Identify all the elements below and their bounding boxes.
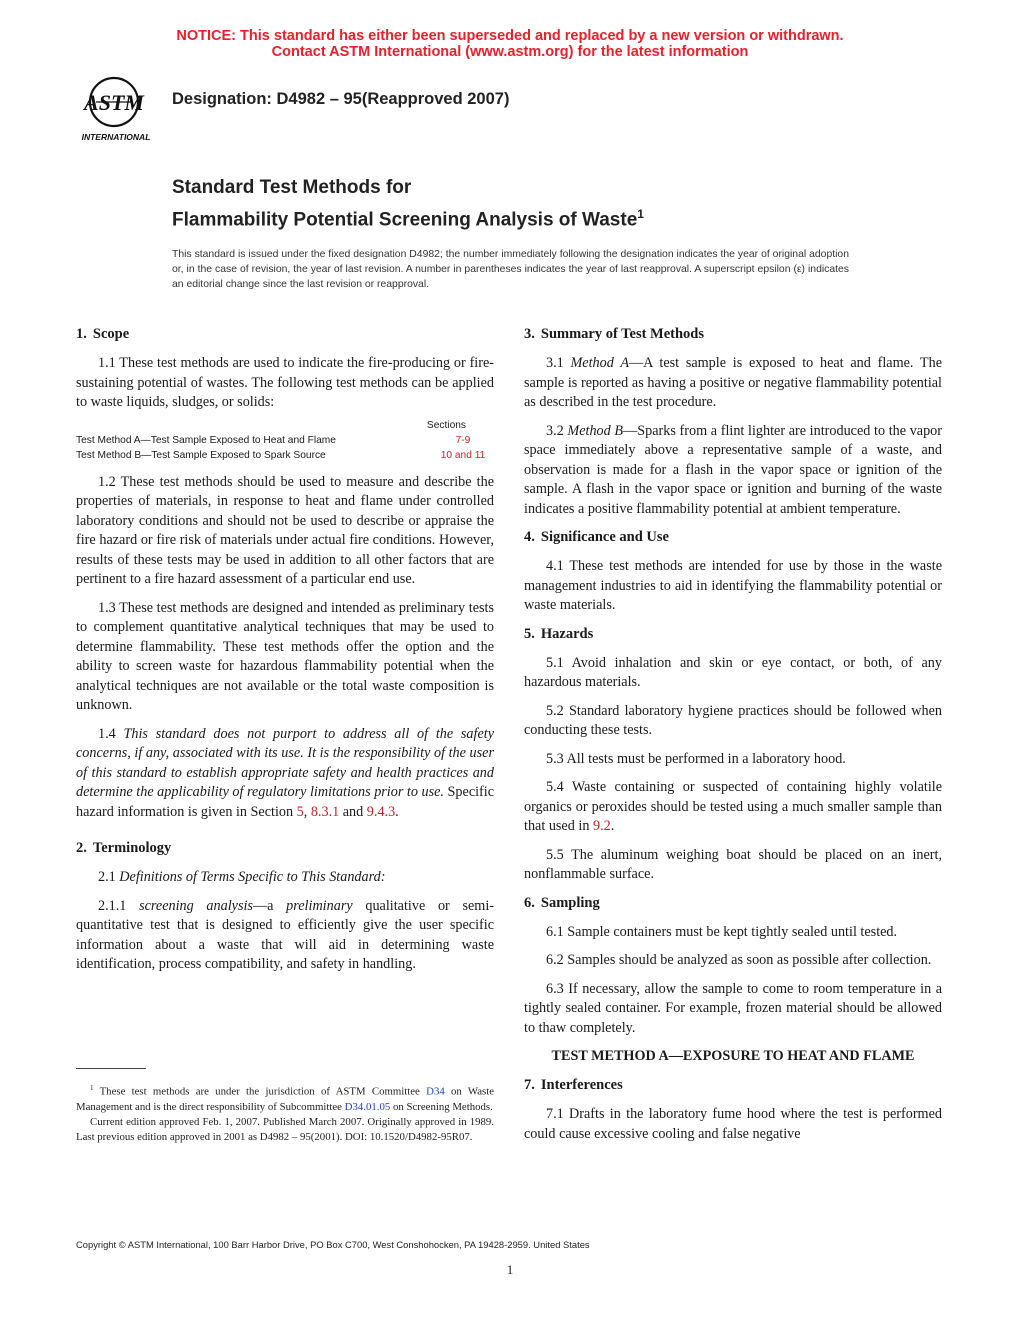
sections-table-row: Test Method B—Test Sample Exposed to Spark Source 10 and 11	[76, 448, 494, 463]
designation: Designation: D4982 – 95(Reapproved 2007)	[172, 90, 510, 108]
svg-text:INTERNATIONAL: INTERNATIONAL	[81, 132, 151, 142]
paragraph-3-2: 3.2 Method B—Sparks from a flint lighter are introduced to the vapor space immediately above a representative sample of a waste, and observation is made for a flash in the vapor space or ignition of the sample. A flash in the vapor space or ignition and burning of the waste indicates a positive flammability potential at ambient temperature.	[524, 422, 942, 517]
section-heading-significance: 4. Significance and Use	[524, 529, 669, 545]
section-heading-sampling: 6. Sampling	[524, 894, 600, 911]
svg-text:ASTM: ASTM	[84, 90, 144, 115]
preamble: This standard is issued under the fixed designation D4982; the number immediately following the designation indicates the year of original adoption or, in the case of revision, the year of last revision. A number in parentheses indicates the year of last reapproval. A superscript epsilon (ε) indicates an editorial change since the last revision or reapproval.	[172, 249, 849, 290]
sections-table-row: Test Method A—Test Sample Exposed to Heat and Flame 7-9	[76, 433, 494, 448]
sections-ref-link[interactable]: 7-9	[455, 434, 471, 446]
notice-line-2: Contact ASTM International (www.astm.org) for the latest information	[271, 44, 749, 60]
sections-table-header: Sections	[426, 419, 466, 431]
section-heading-scope: 1. Scope	[76, 326, 130, 342]
withdrawn-notice	[0, 28, 1020, 60]
right-column	[524, 325, 942, 1153]
footnote-text-2: Current edition approved Feb. 1, 2007. Published March 2007. Originally approved in 1989. Last previous edition approved in 2001 as D4982 – 95(2001). DOI: 10.1520/D4982-95R07.	[76, 1115, 494, 1143]
paragraph-1-1: 1.1 These test methods are used to indicate the fire-producing or fire-sustaining potential of wastes. The following test methods can be applied to waste liquids, sludges, or solids:	[76, 355, 494, 410]
left-column	[76, 325, 494, 984]
section-ref-link[interactable]: 5	[296, 803, 304, 820]
footnote-rule	[76, 1068, 146, 1069]
paragraph-6-1: 6.1 Sample containers must be kept tightly sealed until tested.	[546, 923, 898, 940]
section-heading-hazards: 5. Hazards	[524, 625, 594, 642]
section-heading-summary: 3. Summary of Test Methods	[524, 326, 705, 342]
document-title	[172, 175, 644, 233]
sections-table	[76, 418, 494, 463]
paragraph-5-2: 5.2 Standard laboratory hygiene practices should be followed when conducting these tests.	[524, 702, 942, 738]
sections-ref-link[interactable]: 10 and 11	[440, 449, 486, 461]
paragraph-5-5: 5.5 The aluminum weighing boat should be placed on an inert, nonflammable surface.	[524, 846, 942, 882]
section-heading-terminology: 2. Terminology	[76, 840, 172, 856]
paragraph-2-1-1: 2.1.1 screening analysis—a preliminary qualitative or semi-quantitative test that is designed to efficiently give the user specific information about a waste that will aid in determining waste identification, process compatibility, and safety in handling.	[76, 897, 495, 972]
paragraph-5-4: 5.4 Waste containing or suspected of containing highly volatile organics or peroxides should be tested using a much smaller sample than that used in 9.2.	[524, 779, 942, 834]
footnote	[76, 1081, 494, 1145]
section-heading-interferences: 7. Interferences	[524, 1077, 623, 1093]
title-footnote-mark: 1	[637, 207, 644, 221]
section-ref-link[interactable]: 8.3.1	[310, 803, 340, 820]
paragraph-1-2: 1.2 These test methods should be used to measure and describe the properties of materials, in response to heat and flame under controlled laboratory conditions and should not be used to describe or appraise the fire hazard or fire risk of materials under actual fire conditions. However, results of these tests may be used in addition to all other factors that are pertinent to a fire hazard assessment of a particular end use.	[76, 473, 494, 587]
paragraph-1-3: 1.3 These test methods are designed and intended as preliminary tests to complement quantitative analytical techniques that may be used to determine flammability. These test methods offer the option and the ability to screen waste for hazardous flammability potential when the analytical techniques are not available or the total waste composition is unknown.	[76, 599, 494, 713]
paragraph-4-1: 4.1 These test methods are intended for use by those in the waste management industries to aid in identifying the flammability potential or waste materials.	[524, 558, 942, 613]
page-number: 1	[506, 1262, 514, 1277]
paragraph-5-1: 5.1 Avoid inhalation and skin or eye contact, or both, of any hazardous materials.	[524, 654, 942, 690]
paragraph-7-1: 7.1 Drafts in the laboratory fume hood where the test is performed could cause excessive cooling and false negative	[524, 1106, 942, 1142]
section-ref-link[interactable]: 9.2	[592, 818, 611, 834]
title-line-1: Standard Test Methods for	[172, 177, 412, 198]
section-ref-link[interactable]: 9.4.3	[366, 803, 396, 820]
paragraph-1-4: 1.4 This standard does not purport to address all of the safety concerns, if any, associated with its use. It is the responsibility of the user of this standard to establish appropriate safety and health practices and determine the applicability of regulatory limitations prior to use. Specific hazard information is given in Section 5, 8.3.1 and 9.4.3.	[76, 725, 495, 820]
copyright: Copyright © ASTM International, 100 Barr Harbor Drive, PO Box C700, West Conshohocken, PA 19428-2959. United States	[76, 1239, 590, 1250]
astm-logo	[76, 72, 160, 144]
paragraph-3-1: 3.1 Method A—A test sample is exposed to heat and flame. The sample is reported as having a positive or negative flammability potential as described in the test procedure.	[524, 355, 942, 410]
title-line-2: Flammability Potential Screening Analysis of Waste$^1$	[172, 207, 644, 231]
paragraph-2-1: 2.1 Definitions of Terms Specific to This Standard:	[98, 869, 386, 885]
paragraph-5-3: 5.3 All tests must be performed in a laboratory hood.	[546, 750, 846, 767]
notice-line-1: NOTICE: This standard has either been superseded and replaced by a new version or withdrawn.	[176, 28, 844, 44]
committee-link[interactable]: D34	[426, 1085, 445, 1098]
paragraph-6-3: 6.3 If necessary, allow the sample to come to room temperature in a tightly sealed container. For example, frozen material should be allowed to thaw completely.	[524, 980, 942, 1036]
subcommittee-link[interactable]: D34.01.05	[344, 1100, 391, 1113]
paragraph-6-2: 6.2 Samples should be analyzed as soon as possible after collection.	[546, 952, 932, 968]
footnote-text-1: $^1$ These test methods are under the jurisdiction of ASTM Committee D34 on Waste Management and is the direct responsibility of Subcommittee D34.01.05 on Screening Methods.	[76, 1084, 495, 1113]
test-method-a-heading: TEST METHOD A—EXPOSURE TO HEAT AND FLAME	[551, 1048, 915, 1064]
